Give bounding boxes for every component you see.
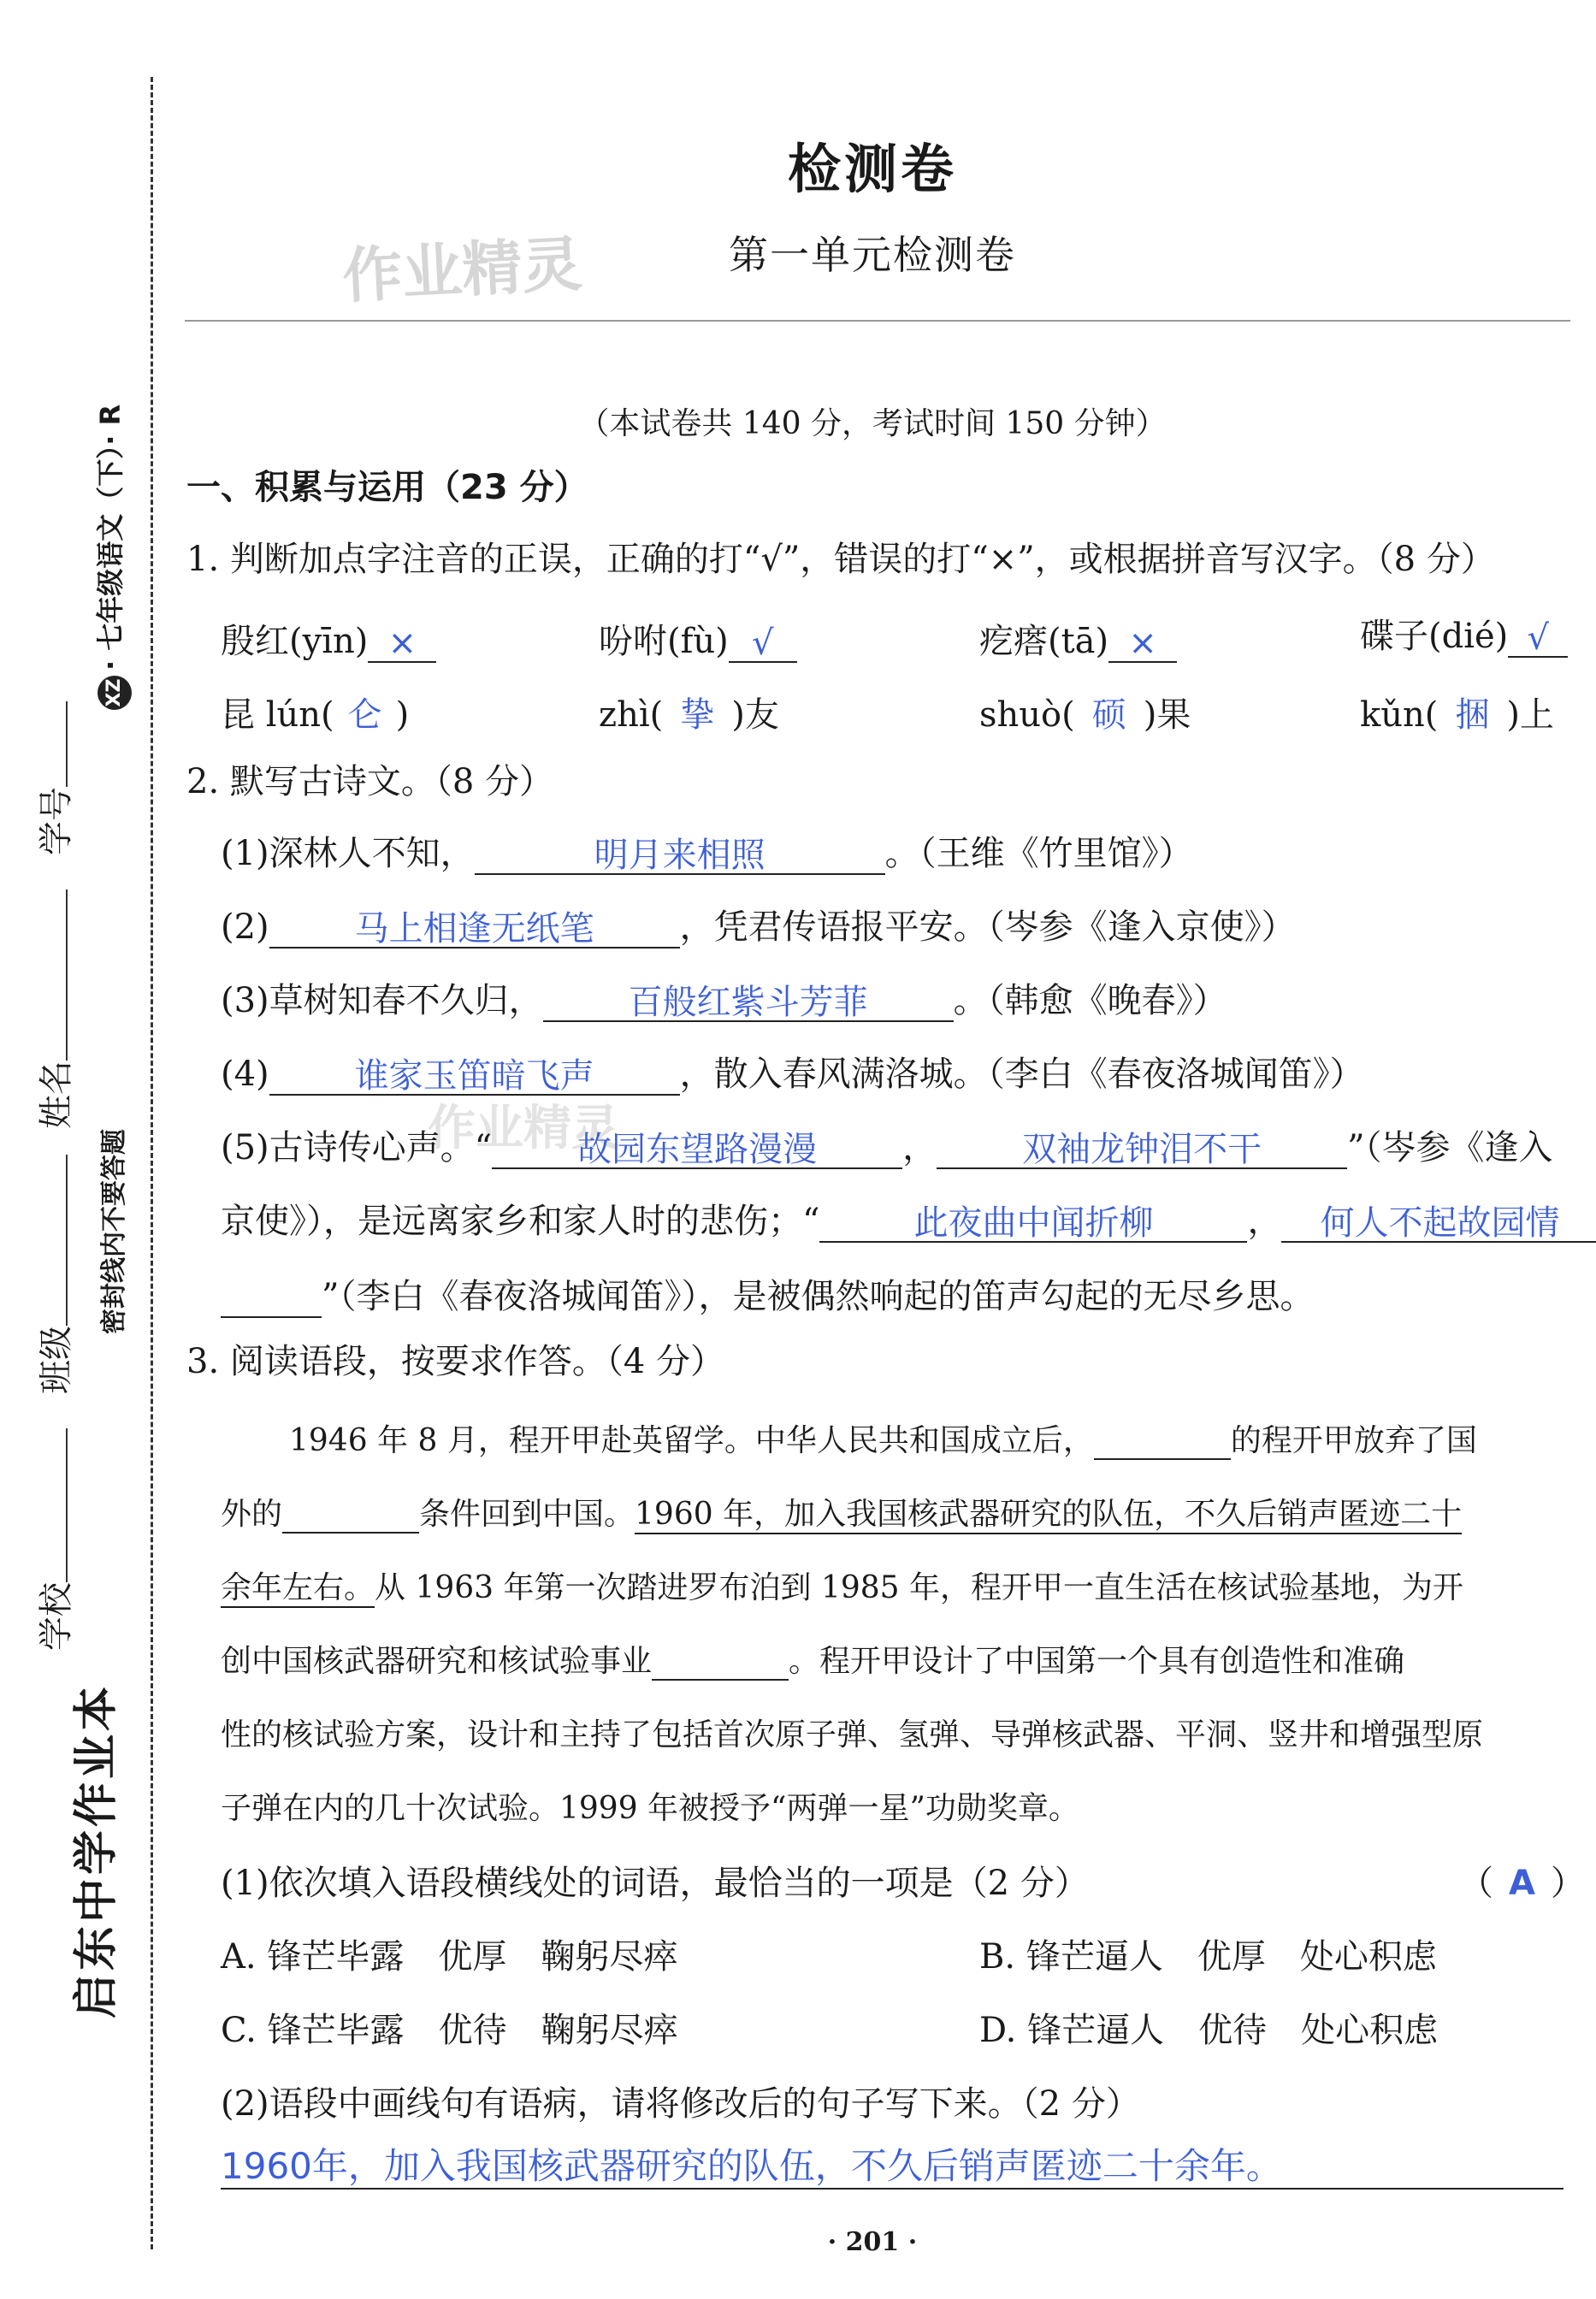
q3-blank-3	[652, 1679, 789, 1681]
q1-item-2: 吩咐(fù) √	[599, 614, 797, 663]
name-field: 姓名	[29, 889, 78, 1129]
q2-line-3: (3)草树知春不久归， 百般红紫斗芳菲 。（韩愈《晚春》）	[221, 981, 1227, 1022]
q3-sub2-answer: 1960年，加入我国核武器研究的队伍，不久后销声匿迹二十余年。	[221, 2145, 1282, 2187]
q3-para-line-3: 余年左右。从 1963 年第一次踏进罗布泊到 1985 年，程开甲一直生活在核试验基地，为开	[221, 1570, 1464, 1605]
q2-line-5: (5)古诗传心声。“ 故园东望路漫漫 ， 双袖龙钟泪不干 ”（岑参《逢入	[221, 1128, 1553, 1169]
q1-fill-4: kǔn( 捆 )上	[1360, 695, 1554, 735]
q3-para-line-2: 外的 条件回到中国。1960 年，加入我国核武器研究的队伍，不久后销声匿迹二十	[221, 1497, 1463, 1532]
q3-para-line-6: 子弹在内的几十次试验。1999 年被授予“两弹一星”功勋奖章。	[221, 1791, 1079, 1826]
q2-line-1: (1)深林人不知， 明月来相照 。（王维《竹里馆》）	[221, 834, 1193, 875]
page-subtitle: 第一单元检测卷	[729, 232, 1016, 278]
q3-para-line-1: 1946 年 8 月，程开甲赴英留学。中华人民共和国成立后， 的程开甲放弃了国	[289, 1423, 1477, 1458]
q1-prompt: 1. 判断加点字注音的正误，正确的打“√”，错误的打“×”，或根据拼音写汉字。（8 分）	[186, 540, 1495, 579]
q1-item-4: 碟子(dié) √	[1360, 609, 1568, 658]
q3-option-c: C. 锋芒毕露 优待 鞠躬尽瘁	[221, 2011, 678, 2050]
grade-subject: XZ· 七年级语文（下）· R	[89, 405, 132, 710]
q3-option-a: A. 锋芒毕露 优厚 鞠躬尽瘁	[221, 1937, 678, 1977]
seal-note: 密封线内不要答题	[99, 1129, 129, 1334]
q2-continue-blank	[221, 1316, 322, 1318]
q3-sub1: (1)依次填入语段横线处的词语，最恰当的一项是（2 分）	[221, 1864, 1089, 1903]
q2-line-7: ”（李白《春夜洛城闻笛》），是被偶然响起的笛声勾起的无尽乡思。	[221, 1269, 1314, 1318]
q1-item-1: 殷红(yīn) ×	[221, 614, 436, 663]
q1-fill-3: shuò( 硕 )果	[979, 695, 1191, 735]
q3-option-b: B. 锋芒逼人 优厚 处心积虑	[979, 1937, 1437, 1977]
q3-option-d: D. 锋芒逼人 优待 处心积虑	[979, 2011, 1439, 2050]
q1-item-3: 疙瘩(tā) ×	[979, 614, 1177, 663]
student-id-field: 学号	[29, 701, 78, 855]
q1-fill-1: 昆 lún( 仑 )	[221, 695, 410, 735]
q3-prompt: 3. 阅读语段，按要求作答。（4 分）	[186, 1342, 725, 1381]
q2-prompt: 2. 默写古诗文。（8 分）	[186, 762, 554, 801]
q2-line-2: (2) 马上相逢无纸笔 ，凭君传语报平安。（岑参《逢入京使》）	[221, 907, 1296, 949]
class-field: 班级	[29, 1155, 78, 1394]
q2-line-6: 京使》），是远离家乡和家人时的悲伤；“ 此夜曲中闻折柳 ， 何人不起故园情	[221, 1194, 1596, 1243]
answer-rule	[221, 2188, 1563, 2190]
school-field: 学校	[29, 1428, 78, 1651]
watermark-middle: 作业精灵	[428, 1101, 619, 1156]
watermark-top: 作业精灵	[340, 228, 584, 312]
header-divider	[185, 320, 1570, 322]
page-title: 检测卷	[787, 138, 957, 200]
exam-info: （本试卷共 140 分，考试时间 150 分钟）	[578, 406, 1167, 441]
q3-blank-2	[282, 1532, 419, 1534]
q1-fill-2: zhì( 挚 )友	[599, 695, 779, 735]
page-number: · 201 ·	[827, 2227, 918, 2257]
section-heading: 一、积累与运用（23 分）	[186, 468, 588, 507]
edition-badge: XZ	[98, 676, 132, 710]
q3-para-line-4: 创中国核武器研究和核试验事业 。程开甲设计了中国第一个具有创造性和准确	[221, 1644, 1405, 1679]
q3-blank-1	[1094, 1458, 1231, 1460]
q3-para-line-5: 性的核试验方案，设计和主持了包括首次原子弹、氢弹、导弹核武器、平洞、竖井和增强型原	[221, 1717, 1484, 1752]
q3-sub1-answer-box: （ A ）	[1459, 1864, 1585, 1903]
seal-dashed-line	[151, 77, 153, 2249]
brand-vertical: 启东中学作业本	[71, 1682, 122, 2018]
q3-sub2: (2)语段中画线句有语病，请将修改后的句子写下来。（2 分）	[221, 2084, 1140, 2124]
q2-line-4: (4) 谁家玉笛暗飞声 ，散入春风满洛城。（李白《春夜洛城闻笛》）	[221, 1055, 1364, 1096]
